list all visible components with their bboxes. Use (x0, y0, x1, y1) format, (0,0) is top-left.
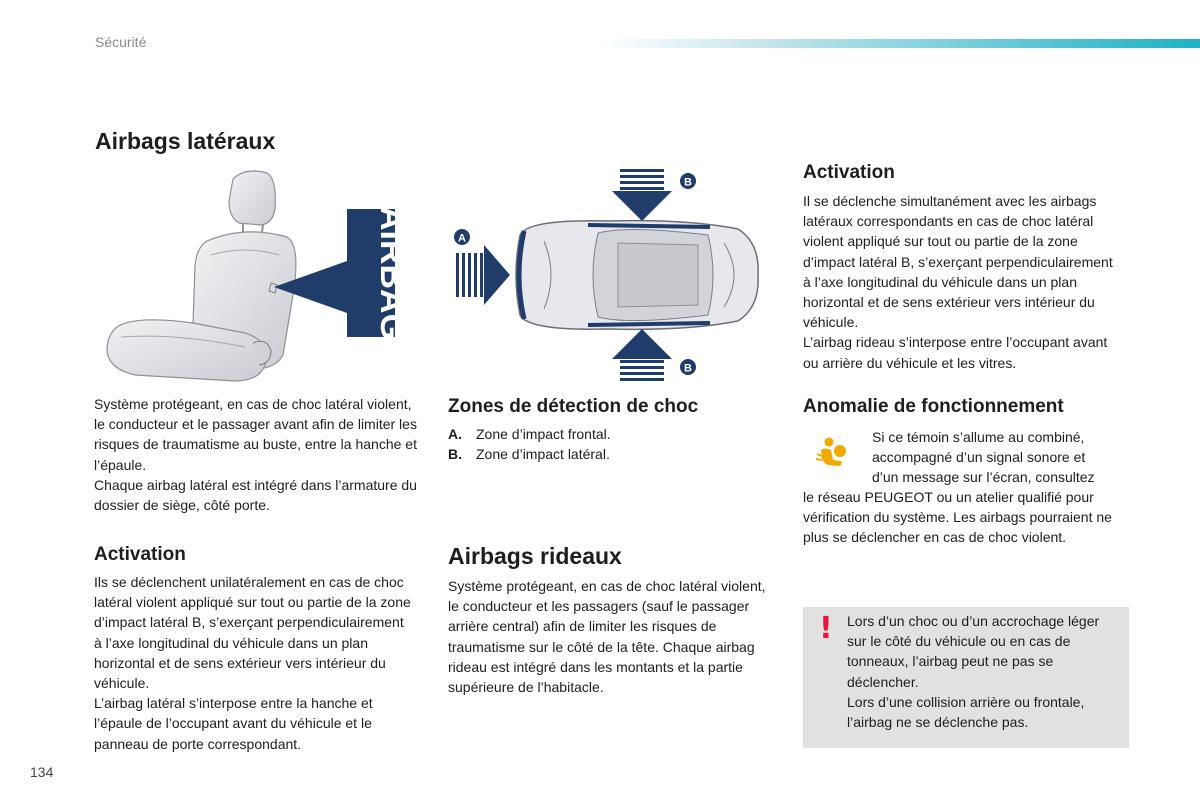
curtain-activation-para-2: L’airbag rideau s’interpose entre l’occupant avant ou arrière du véhicule et les vitres. (803, 334, 1108, 371)
curtain-airbags-title: Airbags rideaux (448, 543, 622, 569)
header-accent-bar (600, 39, 1200, 48)
list-item-text: Zone d’impact latéral. (476, 446, 610, 463)
badge-b-top-label: B (684, 176, 692, 189)
detection-zones-title: Zones de détection de choc (448, 396, 699, 417)
impact-zones-diagram (448, 165, 768, 387)
side-activation-para-2: L’airbag latéral s’interpose entre la hanche et l’épaule de l’occupant avant du véhicule et le panneau de porte correspondant. (94, 695, 373, 752)
detection-zones-list (448, 424, 768, 464)
list-item (448, 424, 768, 444)
warning-note-para-1: Lors d’un choc ou d’un accrochage léger sur le côté du véhicule ou en cas de tonneaux, l’airbag peut ne pas se déclencher. (847, 613, 1100, 690)
side-activation-para-1: Ils se déclenchent unilatéralement en cas de choc latéral violent appliqué sur tout ou partie de la zone d’impact latéral B, s’exerçant perpendiculairement à l’axe longitudinal du véhicule dans un plan horizontal et de sens extérieur vers intérieur du véhicule. (94, 574, 411, 692)
curtain-activation-text (803, 191, 1123, 373)
list-item-text: Zone d’impact frontal. (476, 426, 611, 442)
warning-note-box (803, 607, 1129, 748)
airbag-label: AIRBAG (373, 205, 411, 341)
list-item (448, 444, 768, 464)
curtain-airbags-text: Système protégeant, en cas de choc latéral violent, le conducteur et les passagers (sauf le passager arrière central) afin de limiter les risques de traumatisme sur le côté de la tête. Chaque airbag rideau est intégré dans les montants et la partie supérieure de l’habitacle. (448, 578, 766, 696)
warning-note-text (847, 611, 1117, 732)
badge-a-label: A (458, 232, 466, 245)
side-airbags-description (94, 394, 418, 515)
section-label: Sécurité (95, 34, 147, 50)
side-activation-title: Activation (94, 544, 186, 565)
side-airbags-desc-1: Système protégeant, en cas de choc latéral violent, le conducteur et le passager avant afin de limiter les risques de traumatisme au buste, entre la hanche et l’épaule. (94, 396, 417, 473)
list-item-key: B. (448, 446, 462, 463)
side-activation-text (94, 572, 414, 754)
malfunction-line-3: d’un message sur l’écran, consultez (872, 469, 1095, 486)
malfunction-title: Anomalie de fonctionnement (803, 396, 1064, 417)
seat-airbag-illustration (95, 165, 415, 387)
warning-note-para-2: Lors d’une collision arrière ou frontale, l’airbag ne se déclenche pas. (847, 693, 1085, 731)
side-airbags-title: Airbags latéraux (95, 128, 276, 154)
badge-b-bottom-label: B (684, 362, 692, 375)
malfunction-text-beside-icon (872, 427, 1132, 488)
malfunction-line-2: accompagné d’un signal sonore et (872, 449, 1086, 466)
side-airbags-desc-2: Chaque airbag latéral est intégré dans l’armature du dossier de siège, côté porte. (94, 476, 417, 514)
page-number: 134 (30, 764, 54, 780)
list-item-key: A. (448, 426, 462, 442)
malfunction-text: le réseau PEUGEOT ou un atelier qualifié pour vérification du système. Les airbags pourraient ne plus se déclencher en cas de choc violent. (803, 489, 1112, 546)
malfunction-line-1: Si ce témoin s’allume au combiné, (872, 429, 1085, 445)
airbag-warning-lamp-icon (813, 436, 849, 472)
warning-exclamation-icon: ! (819, 611, 833, 646)
curtain-activation-title: Activation (803, 162, 895, 183)
curtain-activation-para-1: Il se déclenche simultanément avec les airbags latéraux correspondants en cas de choc latéral violent appliqué sur tout ou partie de la zone d’impact latéral B, s’exerçant perpendiculairement à l’axe longitudinal du véhicule dans un plan horizontal et de sens extérieur vers intérieur du véhicule. (803, 193, 1113, 331)
